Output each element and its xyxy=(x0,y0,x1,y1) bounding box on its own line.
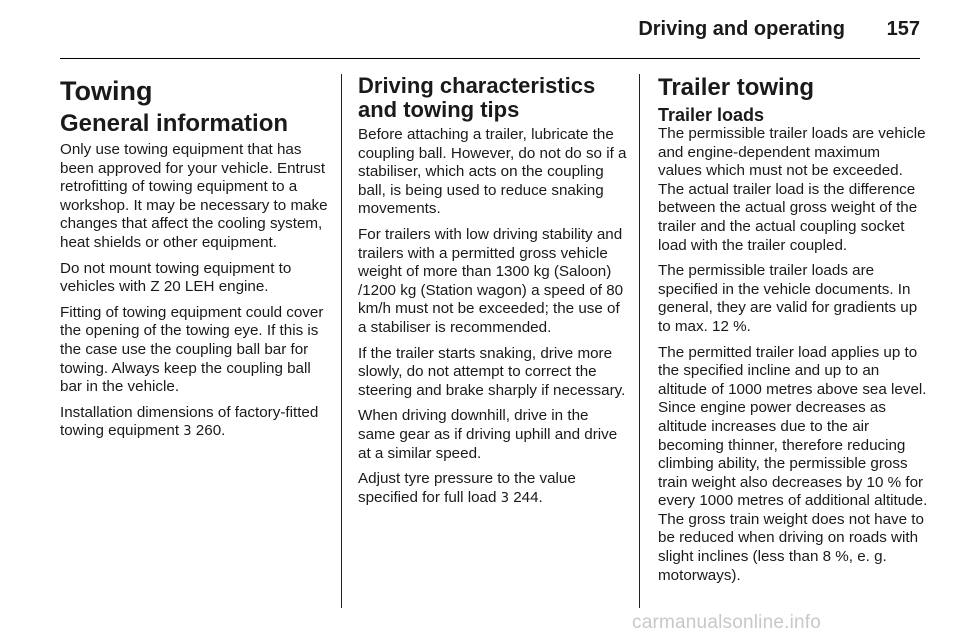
column-divider xyxy=(639,74,640,608)
paragraph-with-reference xyxy=(358,470,628,508)
paragraph: The permissible trailer loads are vehicle and engine-dependent maximum values which must not be exceeded. The actual trailer load is the difference between the actual gross weight of the trailer and the actual coupling socket load with the trailer coupled. xyxy=(658,125,926,254)
page-reference[interactable]: 244. xyxy=(513,488,543,506)
header-rule xyxy=(60,58,920,59)
subsection-title-trailer-loads: Trailer loads xyxy=(658,105,765,125)
paragraph: The permitted trailer load applies up to the specified incline and up to an altitude of 1000 metres above sea level. Since engine power decreases as altitude increases due to the air becoming thinner, therefore reducing climbing ability, the permissible gross train weight also decreases by 10 % for every 1000 metres of additional altitude. The gross train weight does not have to be reduced when driving on roads with slight inclines (less than 8 %, e. g. motorways). xyxy=(658,343,928,584)
page-reference[interactable]: 260. xyxy=(195,422,226,440)
section-title-driving-characteristics: Driving characteristics and towing tips xyxy=(358,73,596,122)
page-reference-icon: 3 xyxy=(500,490,509,506)
column-driving-characteristics xyxy=(358,74,628,515)
section-title-towing: Towing xyxy=(60,76,153,106)
column-divider xyxy=(341,74,342,608)
paragraph: The permissible trailer loads are specified in the vehicle documents. In general, they are valid for gradients up to max. 12 %. xyxy=(658,262,918,335)
paragraph: For trailers with low driving stability and trailers with a permitted gross vehicle weight of more than 1300 kg (Saloon) /1200 kg (Station wagon) a speed of 80 km/h must not be exceeded; the use of a stabiliser is recommended. xyxy=(358,225,624,336)
paragraph-with-reference xyxy=(60,404,328,442)
paragraph: Do not mount towing equipment to vehicles with Z 20 LEH engine. xyxy=(60,259,292,296)
page-number: 157 xyxy=(886,18,920,40)
paragraph: Only use towing equipment that has been approved for your vehicle. Entrust retrofitting of towing equipment to a workshop. It may be necessary to make changes that affect the cooling system, heat shields or other equipment. xyxy=(60,141,328,251)
column-trailer-towing xyxy=(658,74,928,592)
column-towing xyxy=(60,74,328,449)
section-title-trailer-towing: Trailer towing xyxy=(658,74,815,101)
watermark: carmanualsonline.info xyxy=(632,612,822,633)
paragraph: When driving downhill, drive in the same gear as if driving uphill and drive at a similar speed. xyxy=(358,407,618,462)
paragraph: Fitting of towing equipment could cover the opening of the towing eye. If this is the case use the coupling ball bar for towing. Always keep the coupling ball bar in the vehicle. xyxy=(60,303,324,396)
paragraph: If the trailer starts snaking, drive more slowly, do not attempt to correct the steering and brake sharply if necessary. xyxy=(358,344,626,399)
paragraph-text: Installation dimensions of factory-fitted towing equipment xyxy=(60,403,319,440)
subsection-title-general-information: General information xyxy=(60,110,289,137)
page-reference-icon: 3 xyxy=(183,424,192,440)
paragraph-text: Adjust tyre pressure to the value specified for full load xyxy=(358,470,576,506)
paragraph: Before attaching a trailer, lubricate the coupling ball. However, do not do so if a stabiliser, which acts on the coupling ball, is being used to reduce snaking movements. xyxy=(358,126,627,218)
page-header-title: Driving and operating xyxy=(638,18,845,40)
